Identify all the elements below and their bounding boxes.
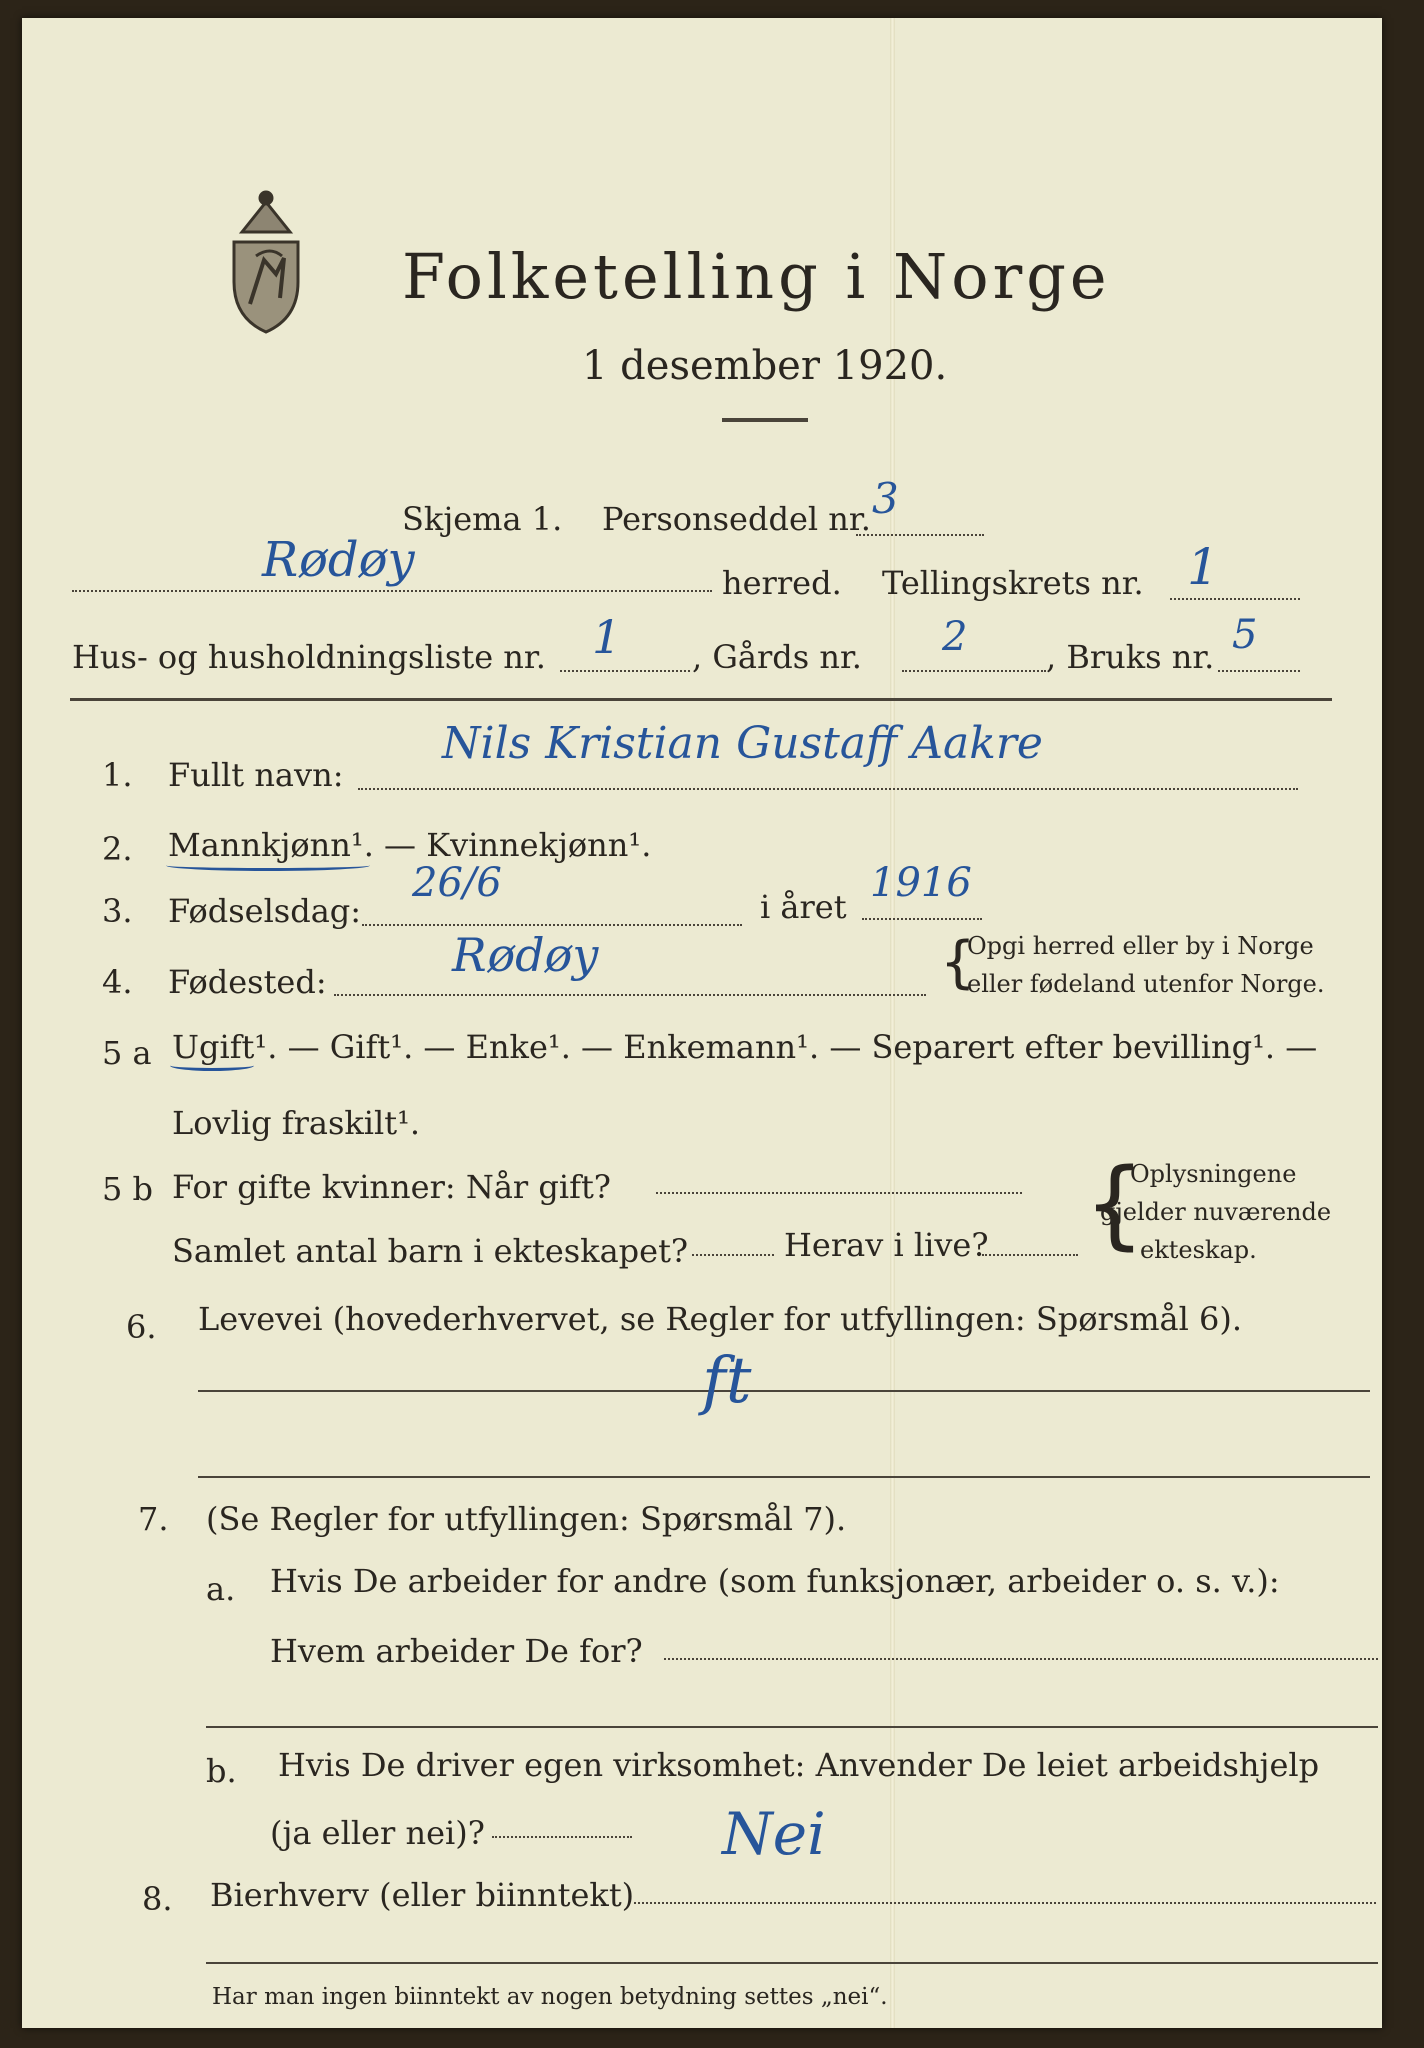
q5a-number: 5 a (102, 1034, 152, 1072)
q3-line (362, 924, 742, 926)
q7b-letter: b. (206, 1752, 237, 1790)
q5a-label-2: Lovlig fraskilt¹. (172, 1104, 421, 1142)
household-list-line (560, 670, 690, 672)
coat-of-arms-icon (220, 186, 312, 336)
household-list-label: Hus- og husholdningsliste nr. (72, 638, 546, 676)
q5b-label-2: Samlet antal barn i ekteskapet? (172, 1232, 689, 1270)
herred-value[interactable]: Rødøy (262, 532, 415, 588)
q4-note-line2: eller fødeland utenfor Norge. (967, 970, 1325, 998)
q5b-children-line (692, 1254, 774, 1256)
bruks-value[interactable]: 5 (1232, 612, 1258, 658)
gards-value[interactable]: 2 (942, 614, 968, 660)
q7a-label: Hvis De arbeider for andre (som funksjonær, arbeider o. s. v.): (270, 1562, 1280, 1600)
census-date: 1 desember 1920. (582, 343, 948, 389)
q5b-note-line2: gjelder nuværende (1100, 1198, 1332, 1226)
q8-number: 8. (142, 1880, 173, 1918)
q3-year-line (862, 918, 982, 920)
birthplace-value[interactable]: Rødøy (452, 928, 599, 982)
q3-number: 3. (102, 892, 133, 930)
birth-year-value[interactable]: 1916 (870, 860, 972, 906)
q3-year-label: i året (760, 888, 847, 926)
q4-note-line1: Opgi herred eller by i Norge (967, 932, 1314, 960)
q5b-note-line3: ekteskap. (1140, 1236, 1257, 1264)
q5b-note-line1: Oplysningene (1130, 1160, 1297, 1188)
q6-number: 6. (126, 1308, 157, 1346)
personseddel-label: Personseddel nr. (602, 500, 871, 538)
q5b-label-3: Herav i live? (784, 1226, 989, 1264)
q4-label: Fødested: (168, 963, 327, 1001)
birthday-value[interactable]: 26/6 (412, 860, 502, 906)
tellingskrets-line (1170, 598, 1300, 600)
header-divider (70, 698, 1332, 701)
herred-line (72, 590, 712, 592)
form-title: Folketelling i Norge (402, 240, 1111, 313)
q7a-letter: a. (206, 1570, 236, 1608)
footer-note: Har man ingen biinntekt av nogen betydning settes „nei“. (212, 1984, 888, 2010)
q1-number: 1. (102, 756, 133, 794)
q7a-line (664, 1658, 1378, 1660)
tellingskrets-value[interactable]: 1 (1187, 538, 1219, 596)
q6-label: Levevei (hovederhvervet, se Regler for utfyllingen: Spørsmål 6). (198, 1300, 1243, 1338)
personseddel-value[interactable]: 3 (872, 474, 899, 523)
hired-help-value[interactable]: Nei (722, 1800, 826, 1868)
q4-number: 4. (102, 963, 133, 1001)
q5a-label: Ugift¹. — Gift¹. — Enke¹. — Enkemann¹. — Separert efter bevilling¹. — (172, 1028, 1318, 1066)
q7b-line (492, 1836, 632, 1838)
q6-line-1 (198, 1390, 1370, 1392)
q5b-alive-line (982, 1254, 1078, 1256)
bruks-line (1218, 670, 1300, 672)
census-form-sheet (22, 18, 1382, 2028)
q7b-label-2: (ja eller nei)? (270, 1814, 485, 1852)
q1-line (358, 788, 1298, 790)
q7-number: 7. (138, 1500, 169, 1538)
q5b-brace: { (1084, 1148, 1146, 1260)
bruks-label: , Bruks nr. (1046, 638, 1215, 676)
q7b-label: Hvis De driver egen virksomhet: Anvender De leiet arbeidshjelp (278, 1746, 1320, 1784)
tellingskrets-label: Tellingskrets nr. (882, 564, 1144, 602)
q1-label: Fullt navn: (168, 756, 344, 794)
full-name-value[interactable]: Nils Kristian Gustaff Aakre (442, 718, 1043, 769)
q3-label: Fødselsdag: (168, 892, 362, 930)
q5a-underline-mark (170, 1060, 254, 1071)
q4-brace: { (940, 930, 976, 995)
herred-label: herred. (722, 564, 842, 602)
q2-underline-mark (166, 860, 370, 871)
q5b-label: For gifte kvinner: Når gift? (172, 1168, 611, 1206)
occupation-value[interactable]: ft (702, 1344, 752, 1418)
q7-label: (Se Regler for utfyllingen: Spørsmål 7). (206, 1500, 847, 1538)
q4-line (334, 994, 926, 996)
q5b-number: 5 b (102, 1170, 154, 1208)
q6-line-2 (198, 1476, 1370, 1478)
q8-line (634, 1902, 1376, 1904)
q2-label: Mannkjønn¹. — Kvinnekjønn¹. (168, 826, 652, 864)
household-list-value[interactable]: 1 (592, 610, 622, 664)
q7a-line-2 (206, 1726, 1378, 1728)
gards-line (902, 670, 1046, 672)
gards-label: , Gårds nr. (692, 638, 862, 676)
personseddel-line (856, 534, 984, 536)
q7a-label-2: Hvem arbeider De for? (270, 1632, 643, 1670)
q5b-married-line (656, 1192, 1022, 1194)
title-divider (722, 418, 808, 422)
q8-label: Bierhverv (eller biinntekt) (210, 1876, 635, 1914)
q8-line-2 (206, 1962, 1378, 1964)
q2-number: 2. (102, 830, 133, 868)
schema-label: Skjema 1. (402, 500, 563, 538)
